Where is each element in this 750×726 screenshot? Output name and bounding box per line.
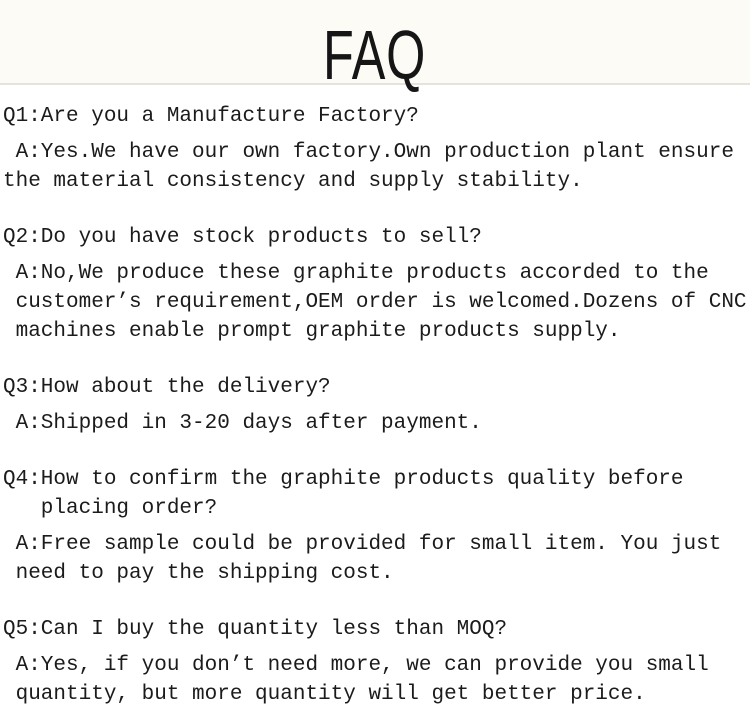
answer-line: A:Shipped in 3-20 days after payment. [3, 412, 482, 435]
faq-item-q1 [3, 102, 750, 196]
answer-line: A:Yes.We have our own factory.Own production plant ensure [3, 141, 734, 164]
faq-item-q3 [3, 373, 750, 438]
answer-q2 [3, 259, 750, 346]
answer-line: A:Free sample could be provided for small item. You just [3, 533, 722, 556]
question-line: Q4:How to confirm the graphite products quality before [3, 468, 684, 491]
question-line: placing order? [3, 497, 218, 520]
question-q2 [3, 223, 750, 252]
answer-line: the material consistency and supply stability. [3, 170, 583, 193]
question-q5 [3, 615, 750, 644]
question-q3 [3, 373, 750, 402]
answer-q1 [3, 138, 750, 196]
answer-q3 [3, 409, 750, 438]
page-title: FAQ [323, 16, 427, 94]
faq-item-q2 [3, 223, 750, 346]
faq-item-q4 [3, 465, 750, 588]
question-line: Q3:How about the delivery? [3, 376, 331, 399]
answer-line: A:Yes, if you don’t need more, we can provide you small [3, 654, 709, 677]
question-line: Q2:Do you have stock products to sell? [3, 226, 482, 249]
page-header [0, 0, 750, 94]
answer-q4 [3, 530, 750, 588]
question-q4 [3, 465, 750, 523]
answer-line: quantity, but more quantity will get better price. [3, 683, 646, 706]
answer-line: need to pay the shipping cost. [3, 562, 394, 585]
question-q1 [3, 102, 750, 131]
answer-q5 [3, 651, 750, 709]
question-line: Q5:Can I buy the quantity less than MOQ? [3, 618, 508, 641]
faq-content [0, 85, 750, 709]
answer-line: customer’s requirement,OEM order is welcomed.Dozens of CNC [3, 291, 747, 314]
answer-line: A:No,We produce these graphite products accorded to the [3, 262, 709, 285]
question-line: Q1:Are you a Manufacture Factory? [3, 105, 419, 128]
answer-line: machines enable prompt graphite products supply. [3, 320, 621, 343]
faq-item-q5 [3, 615, 750, 709]
